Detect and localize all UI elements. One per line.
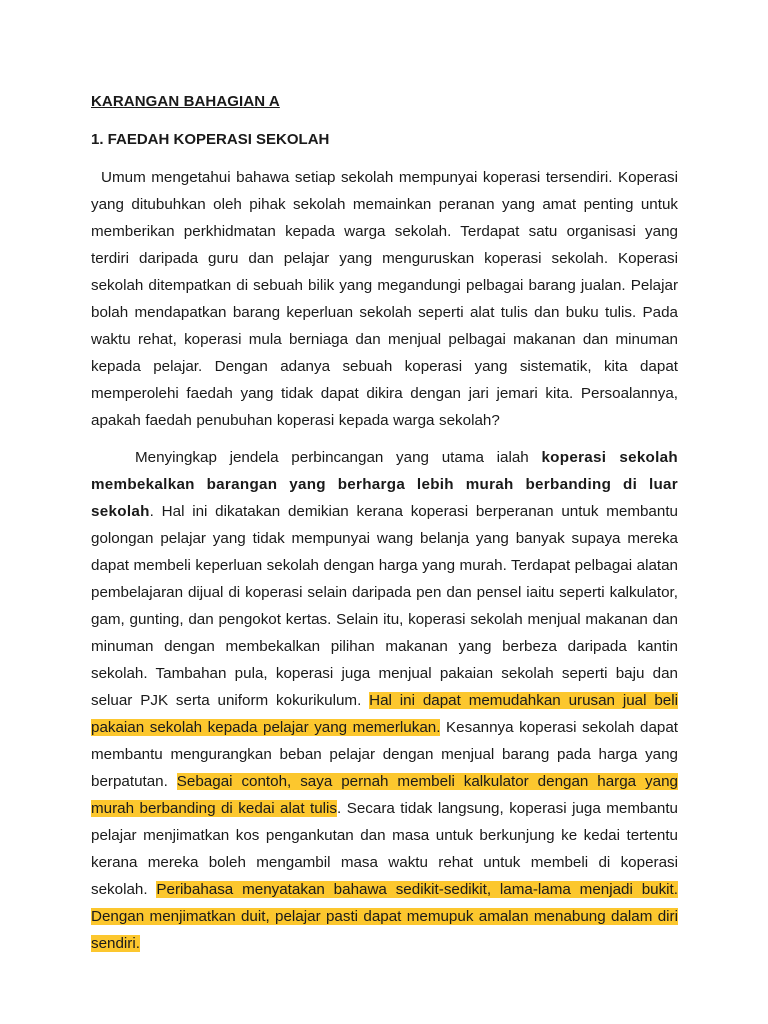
elaboration-text-3: . Secara tidak langsung, koperasi juga membantu pelajar menjimatkan kos pengankutan dan masa untuk berkunjung ke kedai tertentu kerana mereka boleh mengambil masa waktu rehat untuk membeli di koperasi sekolah.	[91, 800, 679, 898]
document-body	[91, 90, 678, 957]
highlighted-example: Sebagai contoh, saya pernah membeli kalkulator dengan harga yang murah berbanding di kedai alat tulis	[91, 773, 678, 817]
paragraph-introduction: Umum mengetahui bahawa setiap sekolah mempunyai koperasi tersendiri. Koperasi yang ditubuhkan oleh pihak sekolah memainkan peranan yang amat penting untuk memberikan perkhidmatan kepada warga sekolah. Terdapat satu organisasi yang terdiri daripada guru dan pelajar yang menguruskan koperasi sekolah. Koperasi sekolah ditempatkan di sebuah bilik yang megandungi pelbagai barang jualan. Pelajar bolah mendapatkan barang keperluan sekolah seperti alat tulis dan buku tulis. Pada waktu rehat, koperasi mula berniaga dan menjual pelbagai makanan dan minuman kepada pelajar. Dengan adanya sebuah koperasi yang sistematik, kita dapat memperolehi faedah yang tidak dapat dikira dengan jari jemari kita. Persoalannya, apakah faedah penubuhan koperasi kepada warga sekolah?	[91, 169, 678, 429]
highlighted-proverb: Peribahasa menyatakan bahawa sedikit-sedikit, lama-lama menjadi bukit. Dengan menjimatkan duit, pelajar pasti dapat memupuk amalan menabung dalam diri sendiri.	[91, 881, 678, 952]
main-point-claim: koperasi sekolah membekalkan barangan yang berharga lebih murah berbanding di luar sekolah	[91, 449, 678, 520]
highlighted-sentence-1: Hal ini dapat memudahkan urusan jual beli pakaian sekolah kepada pelajar yang memerlukan.	[91, 692, 678, 736]
paragraph-intro-text: Menyingkap jendela perbincangan yang utama ialah	[135, 449, 542, 466]
section-heading: 1. FAEDAH KOPERASI SEKOLAH	[91, 131, 330, 148]
elaboration-text-2: Kesannya koperasi sekolah dapat membantu mengurangkan beban pelajar dengan menjual barang pada harga yang berpatutan.	[91, 719, 679, 790]
elaboration-text: . Hal ini dikatakan demikian kerana koperasi berperanan untuk membantu golongan pelajar yang tidak mempunyai wang belanja yang banyak supaya mereka dapat membeli keperluan sekolah dengan harga yang murah. Terdapat pelbagai alatan pembelajaran dijual di koperasi selain daripada pen dan pensel iaitu seperti kalkulator, gam, gunting, dan pengokot kertas. Selain itu, koperasi sekolah menjual makanan dan minuman dengan membekalkan pilihan makanan yang berbeza daripada kantin sekolah. Tambahan pula, koperasi juga menjual pakaian sekolah seperti baju dan seluar PJK serta uniform kokurikulum.	[91, 503, 679, 709]
document-title: KARANGAN BAHAGIAN A	[91, 93, 280, 110]
paragraph-main-point	[91, 444, 678, 957]
